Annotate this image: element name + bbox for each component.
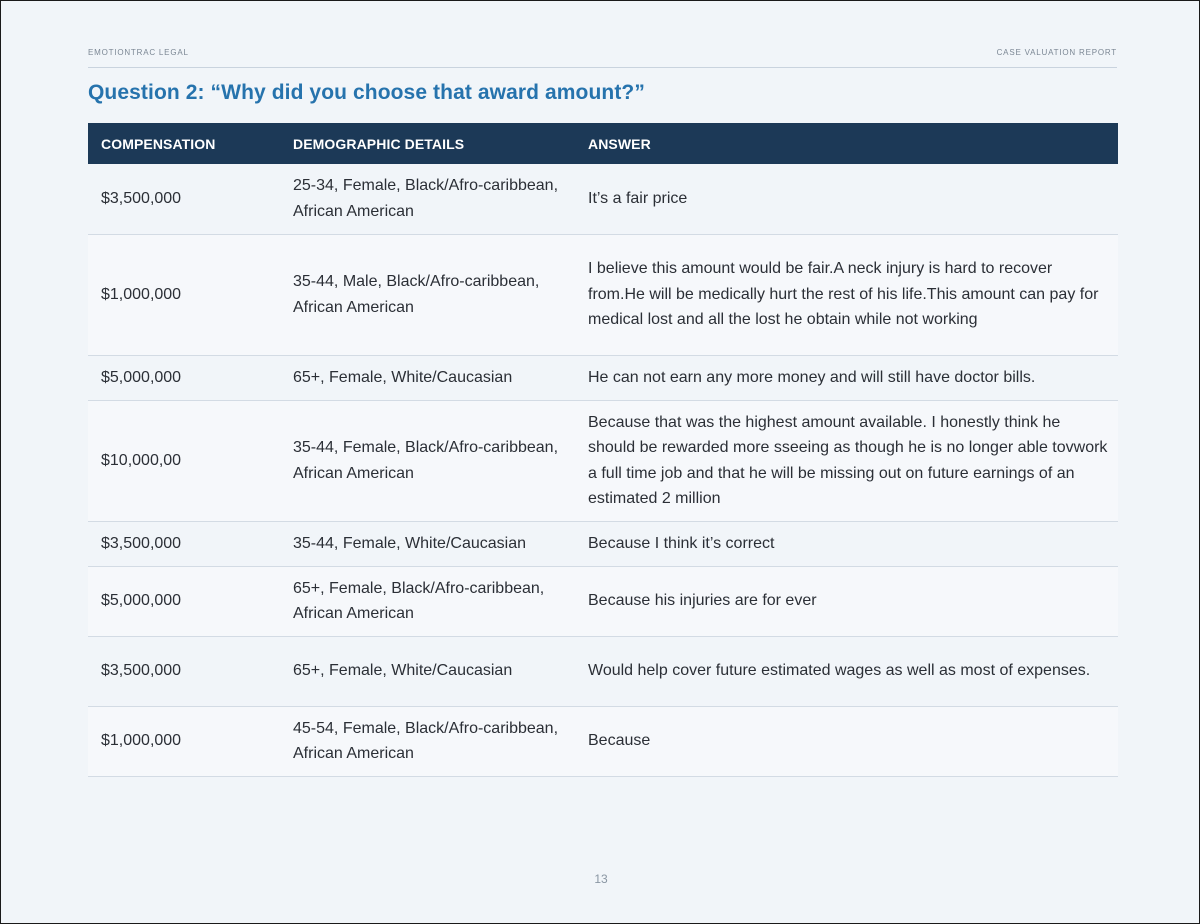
compensation-cell: $3,500,000 [88,164,280,234]
answer-cell: Because that was the highest amount available. I honestly think he should be rewarded more sseeing as though he is no longer able tovwork a full time job and that he will be missing out on future earnings of an estimated 2 million [575,400,1118,521]
compensation-cell: $1,000,000 [88,234,280,355]
table-row [88,566,1118,636]
answer-cell: Because [575,706,1118,776]
table-row [88,706,1118,776]
compensation-cell: $3,500,000 [88,636,280,706]
compensation-cell: $1,000,000 [88,706,280,776]
demographics-cell: 35-44, Male, Black/Afro-caribbean, African American [280,234,575,355]
demographics-cell: 65+, Female, White/Caucasian [280,355,575,400]
demographics-cell: 25-34, Female, Black/Afro-caribbean, African American [280,164,575,234]
answer-cell: It’s a fair price [575,164,1118,234]
table-header [88,123,1118,164]
answer-cell: He can not earn any more money and will still have doctor bills. [575,355,1118,400]
table-row [88,355,1118,400]
demographics-cell: 45-54, Female, Black/Afro-caribbean, African American [280,706,575,776]
answer-cell: Because his injuries are for ever [575,566,1118,636]
table-row [88,400,1118,521]
column-header-compensation: COMPENSATION [101,135,216,152]
table-row [88,636,1118,706]
answer-cell: I believe this amount would be fair.A neck injury is hard to recover from.He will be medically hurt the rest of his life.This amount can pay for medical lost and all the lost he obtain while not working [575,234,1118,355]
question-title: Question 2: “Why did you choose that award amount?” [88,81,645,104]
page-header [88,48,1117,68]
header-report-name: CASE VALUATION REPORT [996,48,1117,57]
compensation-cell: $3,500,000 [88,521,280,566]
column-header-answer: ANSWER [588,135,651,152]
table-header-row [88,123,1118,164]
responses-table [88,123,1118,777]
answer-cell: Would help cover future estimated wages as well as most of expenses. [575,636,1118,706]
page-number: 13 [594,872,608,886]
table-row [88,521,1118,566]
compensation-cell: $5,000,000 [88,566,280,636]
demographics-cell: 65+, Female, White/Caucasian [280,636,575,706]
compensation-cell: $5,000,000 [88,355,280,400]
demographics-cell: 65+, Female, Black/Afro-caribbean, African American [280,566,575,636]
header-brand: EMOTIONTRAC LEGAL [88,48,189,57]
answer-cell: Because I think it’s correct [575,521,1118,566]
table-row [88,164,1118,234]
demographics-cell: 35-44, Female, Black/Afro-caribbean, African American [280,400,575,521]
table-body [88,164,1118,776]
column-header-demographics: DEMOGRAPHIC DETAILS [293,135,465,152]
demographics-cell: 35-44, Female, White/Caucasian [280,521,575,566]
compensation-cell: $10,000,00 [88,400,280,521]
table-row [88,234,1118,355]
